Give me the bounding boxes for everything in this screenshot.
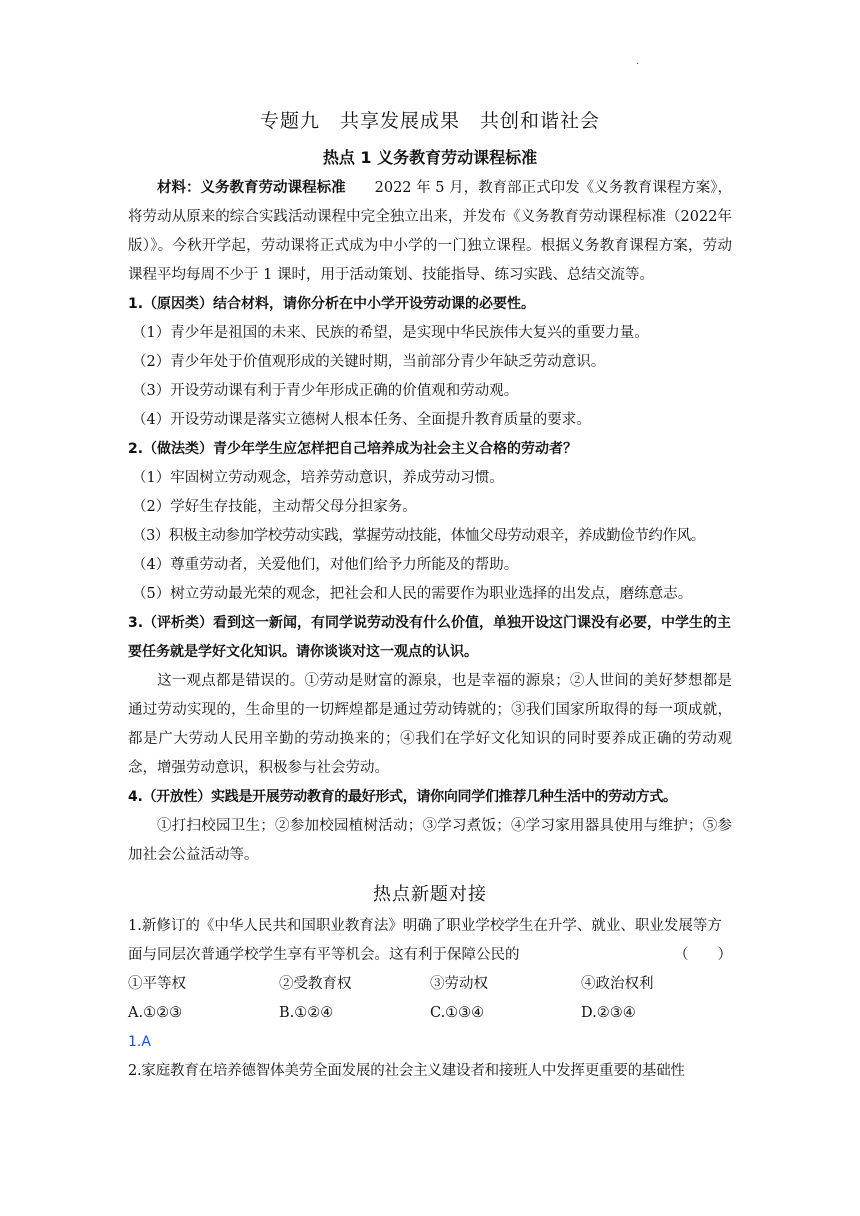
mcq1-answer: 1.A bbox=[128, 1034, 151, 1050]
mcq1-item-1: ①平等权 bbox=[128, 976, 186, 992]
mcq1-option-b: B.①②④ bbox=[279, 1005, 334, 1021]
q4-answer: ①打扫校园卫生；②参加校园植树活动；③学习煮饭；④学习家用器具使用与维护；⑤参加社会公益活动等。 bbox=[128, 818, 732, 863]
hotspot-subtitle: 热点 1 义务教育劳动课程标准 bbox=[322, 148, 538, 167]
corner-mark: · bbox=[636, 59, 640, 70]
q2-answer-1: （1）牢固树立劳动观念，培养劳动意识，养成劳动习惯。 bbox=[132, 470, 504, 486]
q1-answer-1: （1）青少年是祖国的未来、民族的希望，是实现中华民族伟大复兴的重要力量。 bbox=[132, 325, 649, 341]
mcq1-item-4: ④政治权利 bbox=[581, 976, 654, 992]
material-paragraph bbox=[128, 174, 732, 290]
material-text: 2022 年 5 月，教育部正式印发《义务教育课程方案》，将劳动从原来的综合实践活动课程中完全独立出来，并发布《义务教育劳动课程标准（2022年版）》。今秋开学起，劳动课将正式成为中小学的一门独立课程。根据义务教育课程方案，劳动课程平均每周不少于 1 课时，用于活动策划、技能指导、练习实践、总结交流等。 bbox=[128, 180, 733, 283]
question-4: 4.（开放性）实践是开展劳动教育的最好形式，请你向同学们推荐几种生活中的劳动方式。 bbox=[128, 789, 677, 805]
mcq1-item-3: ③劳动权 bbox=[430, 976, 488, 992]
mcq1-option-c: C.①③④ bbox=[430, 1005, 485, 1021]
page-title: 专题九 共享发展成果 共创和谐社会 bbox=[259, 110, 600, 132]
question-1: 1.（原因类）结合材料，请你分析在中小学开设劳动课的必要性。 bbox=[128, 296, 536, 312]
mcq1-item-2: ②受教育权 bbox=[279, 976, 352, 992]
question-2: 2.（做法类）青少年学生应怎样把自己培养成为社会主义合格的劳动者？ bbox=[128, 441, 578, 457]
q1-answer-2: （2）青少年处于价值观形成的关键时期，当前部分青少年缺乏劳动意识。 bbox=[132, 354, 606, 370]
q1-answer-4: （4）开设劳动课是落实立德树人根本任务、全面提升教育质量的要求。 bbox=[132, 412, 591, 428]
mcq1-answer-bracket: （ ） bbox=[674, 947, 732, 963]
mcq1-options bbox=[128, 999, 732, 1028]
mcq1-stem-text: 1.新修订的《中华人民共和国职业教育法》明确了职业学校学生在升学、就业、职业发展等方面与同层次普通学校学生享有平等机会。这有利于保障公民的 bbox=[128, 918, 722, 963]
q2-answer-3: （3）积极主动参加学校劳动实践，掌握劳动技能，体恤父母劳动艰辛，养成勤俭节约作风。 bbox=[132, 528, 705, 544]
q3-answer: 这一观点都是错误的。①劳动是财富的源泉，也是幸福的源泉；②人世间的美好梦想都是通过劳动实现的，生命里的一切辉煌都是通过劳动铸就的；③我们国家所取得的每一项成就，都是广大劳动人民用辛勤的劳动换来的；④我们在学好文化知识的同时要养成正确的劳动观念，增强劳动意识，积极参与社会劳动。 bbox=[128, 673, 732, 776]
q2-answer-4: （4）尊重劳动者，关爱他们，对他们给予力所能及的帮助。 bbox=[132, 557, 519, 573]
mcq1-option-a: A.①②③ bbox=[128, 1005, 183, 1021]
question-3: 3.（评析类）看到这一新闻，有同学说劳动没有什么价值，单独开设这门课没有必要，中学生的主要任务就是学好文化知识。请你谈谈对这一观点的认识。 bbox=[128, 615, 732, 660]
q2-answer-5: （5）树立劳动最光荣的观念，把社会和人民的需要作为职业选择的出发点，磨练意志。 bbox=[132, 586, 693, 602]
material-label: 材料：义务教育劳动课程标准 bbox=[157, 180, 346, 196]
mcq1-option-d: D.②③④ bbox=[581, 1005, 636, 1021]
mcq1-items bbox=[128, 970, 732, 999]
mcq1-stem bbox=[128, 912, 732, 970]
q1-answer-3: （3）开设劳动课有利于青少年形成正确的价值观和劳动观。 bbox=[132, 383, 519, 399]
mcq2-stem: 2.家庭教育在培养德智体美劳全面发展的社会主义建设者和接班人中发挥更重要的基础性 bbox=[128, 1063, 685, 1079]
section-heading: 热点新题对接 bbox=[373, 884, 487, 905]
q2-answer-2: （2）学好生存技能，主动帮父母分担家务。 bbox=[132, 499, 417, 515]
